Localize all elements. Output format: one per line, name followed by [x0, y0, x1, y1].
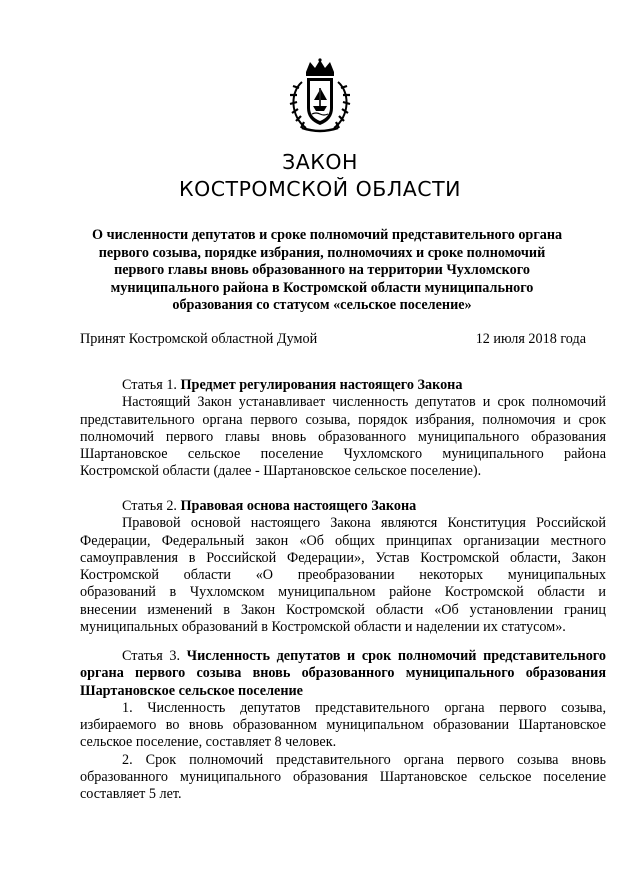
article-title-line: органа первого созыва вновь образованного муниципального образования	[80, 665, 606, 682]
subject-line: первого главы вновь образованного на территории Чухломского	[114, 262, 530, 279]
law-region-title: КОСТРОМСКОЙ ОБЛАСТИ	[179, 177, 461, 201]
article-text-line: Костромской области (далее - Шартановское сельское поселение).	[80, 463, 482, 480]
adoption-date: 12 июля 2018 года	[475, 331, 586, 347]
article-1	[80, 377, 606, 481]
article-text-line: Костромской области «О преобразовании некоторых муниципальных	[80, 567, 606, 584]
article-number: Статья 1.	[122, 377, 177, 393]
law-subject	[92, 227, 563, 315]
adopted-by: Принят Костромской областной Думой	[80, 331, 318, 347]
article-text-line: Шартановское сельское поселение Чухломского муниципального района	[80, 446, 606, 463]
article-text-line: Федерации, Федеральный закон «Об общих принципах организации местного	[80, 532, 606, 549]
subject-line: первого созыва, порядке избрания, полномочиях и сроке полномочий	[98, 244, 546, 261]
article-text-line: внесении изменений в Закон Костромской области «Об установлении границ	[80, 601, 606, 618]
article-text-line: самоуправления в Российской Федерации», Устав Костромской области, Закон	[80, 549, 606, 566]
article-text-line: 2. Срок полномочий представительного органа первого созыва вновь	[122, 751, 606, 768]
article-text-line: образованного муниципального образования Шартановское сельское поселение	[80, 769, 606, 786]
kostroma-coat-of-arms-icon	[284, 58, 356, 134]
article-heading	[80, 498, 606, 515]
article-text-line: сельское поселение, составляет 8 человек.	[80, 734, 337, 751]
subject-line: образования со статусом «сельское поселение»	[172, 297, 472, 314]
law-title: ЗАКОН	[282, 150, 358, 174]
article-text-line: избираемого во вновь образованном муниципальном образовании Шартановское	[80, 717, 606, 734]
subject-line: О численности депутатов и сроке полномочий представительного органа	[92, 227, 563, 243]
article-text-line: составляет 5 лет.	[80, 786, 182, 803]
article-title: Численность депутатов и срок полномочий представительного	[186, 648, 606, 664]
article-heading	[80, 377, 606, 394]
article-number: Статья 2.	[122, 498, 177, 514]
article-text-line: представительного органа первого созыва, порядок избрания, полномочия и срок	[80, 411, 606, 428]
subject-line: муниципального района в Костромской области муниципального	[110, 279, 534, 296]
article-text-line: Правовой основой настоящего Закона являются Конституция Российской	[122, 515, 606, 532]
article-number: Статья 3.	[122, 648, 181, 664]
article-text-line: муниципальных образований в Костромской области и наделении их статусом».	[80, 619, 566, 636]
article-title: Правовая основа настоящего Закона	[180, 498, 417, 514]
article-3	[80, 648, 606, 804]
article-2	[80, 498, 606, 636]
article-text-line: Настоящий Закон устанавливает численность депутатов и срок полномочий	[122, 394, 606, 411]
article-text-line: образований в Чухломском муниципальном районе Костромской области и	[80, 584, 606, 601]
article-title: Предмет регулирования настоящего Закона	[180, 377, 463, 393]
article-text-line: полномочий первого главы вновь образованного муниципального образования	[80, 428, 606, 445]
article-text-line: 1. Численность депутатов представительного органа первого созыва,	[122, 699, 606, 716]
article-heading	[80, 648, 606, 665]
article-title-line: Шартановское сельское поселение	[80, 682, 303, 699]
